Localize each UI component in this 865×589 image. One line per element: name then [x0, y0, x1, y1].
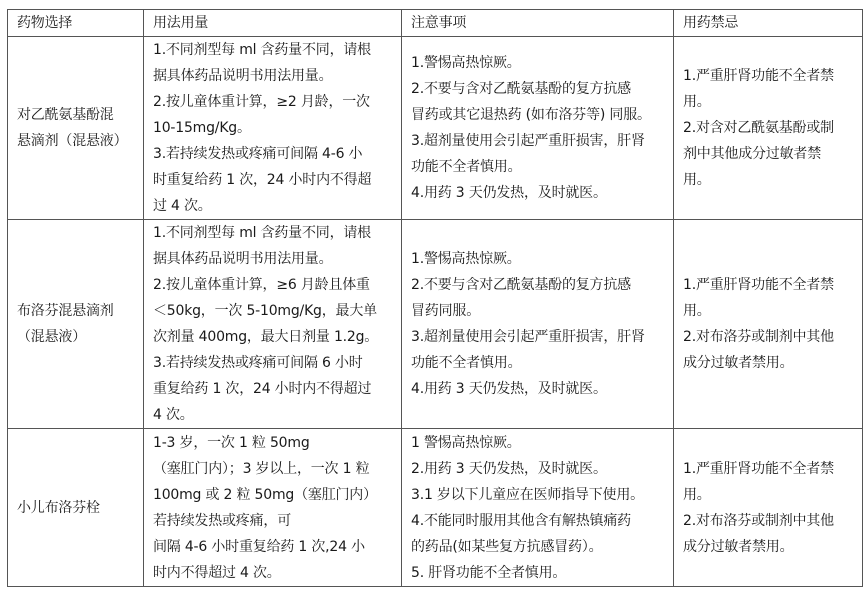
precaution-line: 功能不全者慎用。 — [411, 159, 522, 175]
table-row — [8, 429, 863, 587]
dosage-line: 时重复给药 1 次，24 小时内不得超 — [153, 172, 372, 188]
dosage-cell — [144, 37, 402, 220]
drug-name-line: 悬滴剂（混悬液） — [17, 133, 128, 149]
precaution-line: 的药品(如某些复方抗感冒药）。 — [411, 538, 603, 555]
precautions-cell — [402, 429, 674, 587]
dosage-cell — [144, 220, 402, 429]
dosage-line: 1.不同剂型每 ml 含药量不同，请根 — [153, 42, 371, 58]
drug-name-line: 对乙酰氨基酚混 — [17, 107, 114, 123]
dosage-line: 时内不得超过 4 次。 — [153, 564, 281, 581]
table-row — [8, 220, 863, 429]
drug-name-line: 布洛芬混悬滴剂 — [17, 303, 114, 319]
contraindication-line: 1.严重肝肾功能不全者禁 — [683, 68, 834, 84]
dosage-line: ＜50kg，一次 5-10mg/Kg，最大单 — [153, 303, 377, 319]
precaution-line: 2.不要与含对乙酰氨基酚的复方抗感 — [411, 277, 631, 293]
dosage-line: 100mg 或 2 粒 50mg（塞肛门内） — [153, 486, 377, 503]
precaution-line: 3.超剂量使用会引起严重肝损害，肝肾 — [411, 133, 645, 149]
drug-name-line: （混悬液） — [17, 329, 86, 345]
precaution-line: 功能不全者慎用。 — [411, 355, 522, 371]
contraindication-line: 2.对布洛芬或制剂中其他 — [683, 329, 834, 345]
dosage-cell — [144, 429, 402, 587]
dosage-line: （塞肛门内）；3 岁以上，一次 1 粒 — [153, 460, 370, 477]
dosage-line: 2.按儿童体重计算，≥2 月龄，一次 — [153, 94, 370, 110]
precaution-line: 冒药同服。 — [411, 303, 480, 319]
dosage-line: 3.若持续发热或疼痛可间隔 4-6 小 — [153, 146, 363, 162]
header-contraindications: 用药禁忌 — [674, 10, 863, 37]
header-dosage: 用法用量 — [144, 10, 402, 37]
contraindication-line: 1.严重肝肾功能不全者禁 — [683, 460, 834, 477]
contraindication-line: 成分过敏者禁用。 — [683, 538, 794, 555]
precaution-line: 4.不能同时服用其他含有解热镇痛药 — [411, 512, 631, 529]
dosage-line: 10-15mg/Kg。 — [153, 120, 251, 136]
drug-name-cell — [8, 429, 144, 587]
dosage-line: 若持续发热或疼痛，可 — [153, 512, 291, 529]
dosage-line: 间隔 4-6 小时重复给药 1 次,24 小 — [153, 538, 365, 555]
precaution-line: 4.用药 3 天仍发热，及时就医。 — [411, 381, 607, 397]
precaution-line: 2.用药 3 天仍发热，及时就医。 — [411, 460, 607, 477]
contraindication-line: 成分过敏者禁用。 — [683, 355, 794, 371]
header-drug-choice: 药物选择 — [8, 10, 144, 37]
dosage-line: 2.按儿童体重计算，≥6 月龄且体重 — [153, 277, 370, 293]
contraindication-line: 用。 — [683, 172, 711, 188]
contraindication-line: 1.严重肝肾功能不全者禁 — [683, 277, 834, 293]
precaution-line: 3.超剂量使用会引起严重肝损害，肝肾 — [411, 329, 645, 345]
dosage-line: 据具体药品说明书用法用量。 — [153, 251, 333, 267]
dosage-line: 过 4 次。 — [153, 198, 212, 214]
contraindications-cell — [674, 37, 863, 220]
header-precautions: 注意事项 — [402, 10, 674, 37]
dosage-line: 次剂量 400mg，最大日剂量 1.2g。 — [153, 329, 379, 345]
contraindication-line: 用。 — [683, 486, 711, 503]
precaution-line: 2.不要与含对乙酰氨基酚的复方抗感 — [411, 81, 631, 97]
contraindication-line: 2.对含对乙酰氨基酚或制 — [683, 120, 834, 136]
table-row — [8, 37, 863, 220]
precautions-cell — [402, 220, 674, 429]
contraindication-line: 用。 — [683, 94, 711, 110]
dosage-line: 3.若持续发热或疼痛可间隔 6 小时 — [153, 355, 363, 371]
contraindications-cell — [674, 220, 863, 429]
precautions-cell — [402, 37, 674, 220]
dosage-line: 据具体药品说明书用法用量。 — [153, 68, 333, 84]
contraindication-line: 2.对布洛芬或制剂中其他 — [683, 512, 834, 529]
precaution-line: 5. 肝肾功能不全者慎用。 — [411, 564, 567, 581]
precaution-line: 3.1 岁以下儿童应在医师指导下使用。 — [411, 486, 644, 503]
dosage-line: 重复给药 1 次，24 小时内不得超过 — [153, 381, 372, 397]
table-header-row — [8, 10, 863, 37]
drug-name-line: 小儿布洛芬栓 — [17, 499, 100, 516]
drug-name-cell — [8, 220, 144, 429]
precaution-line: 4.用药 3 天仍发热，及时就医。 — [411, 185, 607, 201]
precaution-line: 冒药或其它退热药 (如布洛芬等) 同服。 — [411, 107, 651, 123]
medication-table — [7, 9, 863, 587]
precaution-line: 1 警惕高热惊厥。 — [411, 434, 521, 451]
dosage-line: 1.不同剂型每 ml 含药量不同，请根 — [153, 225, 371, 241]
contraindications-cell — [674, 429, 863, 587]
precaution-line: 1.警惕高热惊厥。 — [411, 55, 521, 71]
drug-name-cell — [8, 37, 144, 220]
dosage-line: 4 次。 — [153, 407, 194, 423]
precaution-line: 1.警惕高热惊厥。 — [411, 251, 521, 267]
contraindication-line: 剂中其他成分过敏者禁 — [683, 146, 821, 162]
contraindication-line: 用。 — [683, 303, 711, 319]
dosage-line: 1-3 岁，一次 1 粒 50mg — [153, 434, 310, 451]
